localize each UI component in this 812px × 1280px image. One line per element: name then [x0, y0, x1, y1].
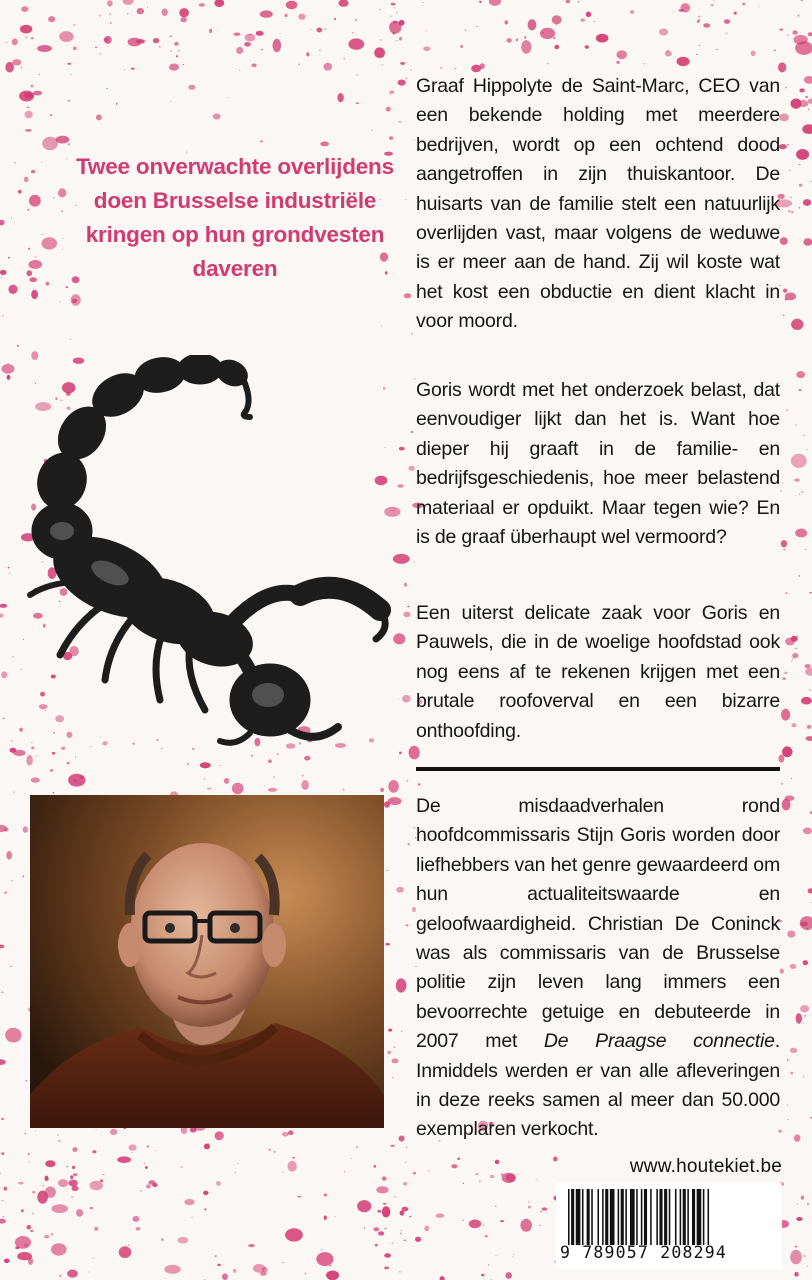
section-divider [416, 767, 780, 771]
blurb-paragraph-2: Goris wordt met het onderzoek belast, dat eenvoudiger lijkt dan het is. Want hoe dieper hij graaft in de familie- en bedrijfsgeschiedenis, hoe meer belastend materiaal er opduikt. Maar tegen wie? En is de graaf überhaupt wel vermoord? [416, 379, 780, 549]
tagline: Twee onverwachte overlijdens doen Brusselse industriële kringen op hun grondvesten daveren [76, 154, 394, 281]
author-bio [416, 792, 780, 1145]
author-photo [30, 795, 384, 1128]
debut-book-title: De Praagse connectie [543, 1030, 775, 1053]
blurb-paragraph-3: Een uiterst delicate zaak voor Goris en Pauwels, die in de woelige hoofdstad ook nog eens af te rekenen krijgen met een brutale roofoverval en een bizarre onthoofding. [416, 602, 780, 742]
barcode-bars [564, 1189, 776, 1245]
blurb-paragraph-1: Graaf Hippolyte de Saint-Marc, CEO van een bekende holding met meerdere bedrijven, wordt op een ochtend dood aangetroffen in zijn thuiskantoor. De huisarts van de familie stelt een natuurlijk overlijden vast, maar volgens de weduwe is er meer aan de hand. Zij wil koste wat het kost een obductie en dient klacht in voor moord. [416, 75, 780, 333]
isbn-barcode [556, 1183, 782, 1269]
author-bio-text-start: De misdaadverhalen rond hoofdcommissaris Stijn Goris worden door liefhebbers van het genre gewaardeerd om hun actualiteitswaarde en geloofwaardigheid. Christian De Coninck was als commissaris van de Brusselse politie zijn leven lang immers een bevoorrechte getuige en debuteerde in 2007 met [416, 795, 780, 1053]
scorpion-illustration [0, 355, 420, 750]
isbn-number: 9 789057 208294 [560, 1243, 728, 1262]
publisher-website: www.houtekiet.be [629, 1156, 782, 1177]
author-bio-text-end: . Inmiddels werden er van alle afleveringen in deze reeks samen al meer dan 50.000 exemplaren verkocht. [416, 1030, 781, 1141]
